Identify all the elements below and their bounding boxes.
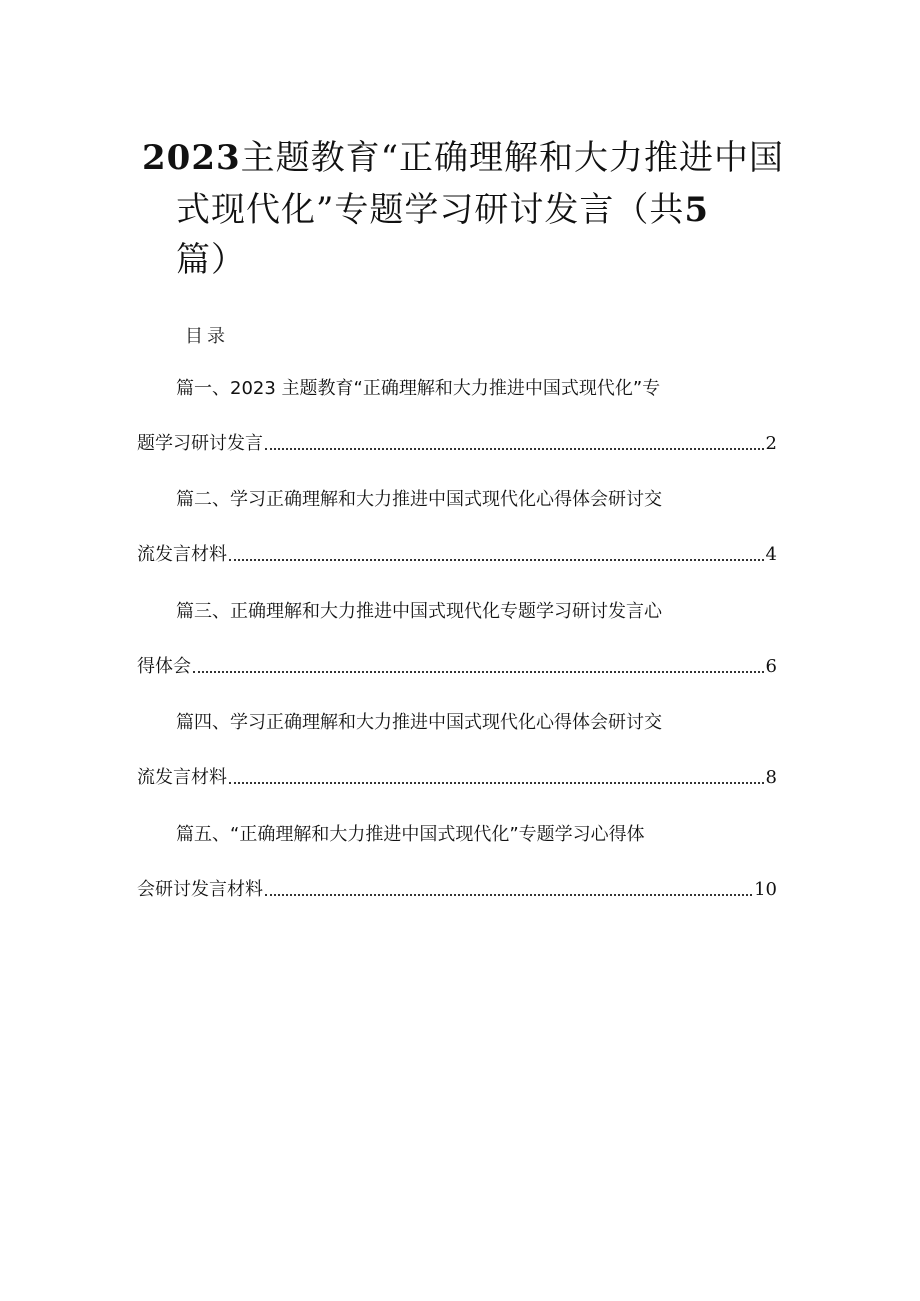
toc-page-number: 6 [765, 656, 777, 677]
toc-leader-dots [193, 671, 764, 673]
title-line-1 [142, 136, 784, 180]
toc-entry-tail: 流发言材料 [137, 544, 227, 565]
toc-page-number: 4 [765, 544, 777, 565]
title-count: 5 [684, 190, 710, 230]
toc-page-number: 10 [754, 879, 777, 900]
toc-entry-4[interactable] [0, 711, 920, 811]
toc-entry-2[interactable] [0, 488, 920, 588]
toc-entry-tail: 得体会 [137, 656, 191, 677]
toc-entry-tail-row [137, 766, 777, 790]
toc-entry-head: 篇三、正确理解和大力推进中国式现代化专题学习研讨发言心 [176, 601, 662, 622]
toc-leader-dots [265, 448, 764, 450]
toc-label: 目录 [185, 326, 229, 347]
toc-entry-tail: 题学习研讨发言 [137, 433, 263, 454]
toc-entry-head: 篇一、2023 主题教育“正确理解和大力推进中国式现代化”专 [176, 378, 661, 399]
toc-leader-dots [265, 894, 752, 896]
toc-leader-dots [229, 782, 764, 784]
title-line-3 [176, 238, 246, 282]
toc-page-number: 8 [765, 767, 777, 788]
toc-entry-3[interactable] [0, 600, 920, 700]
toc-entry-head: 篇五、“正确理解和大力推进中国式现代化”专题学习心得体 [176, 824, 645, 845]
toc-entry-1[interactable] [0, 377, 920, 477]
toc-entry-tail-row [137, 432, 777, 456]
toc-entry-tail: 流发言材料 [137, 767, 227, 788]
toc-entry-head: 篇四、学习正确理解和大力推进中国式现代化心得体会研讨交 [176, 712, 662, 733]
toc-entry-tail-row [137, 655, 777, 679]
title-line-2 [176, 188, 709, 232]
toc-entry-tail-row [137, 878, 777, 902]
toc-leader-dots [229, 559, 764, 561]
title-line-2-text: 式现代化”专题学习研讨发言（共 [176, 190, 685, 230]
toc-entry-tail-row [137, 543, 777, 567]
title-line-1-text: 主题教育“正确理解和大力推进中国 [240, 138, 785, 178]
toc-entry-tail: 会研讨发言材料 [137, 879, 263, 900]
title-year: 2023 [142, 138, 241, 178]
toc-entry-head: 篇二、学习正确理解和大力推进中国式现代化心得体会研讨交 [176, 489, 662, 510]
title-line-3-text: 篇） [176, 240, 246, 280]
toc-page-number: 2 [765, 433, 777, 454]
toc-entry-5[interactable] [0, 823, 920, 923]
